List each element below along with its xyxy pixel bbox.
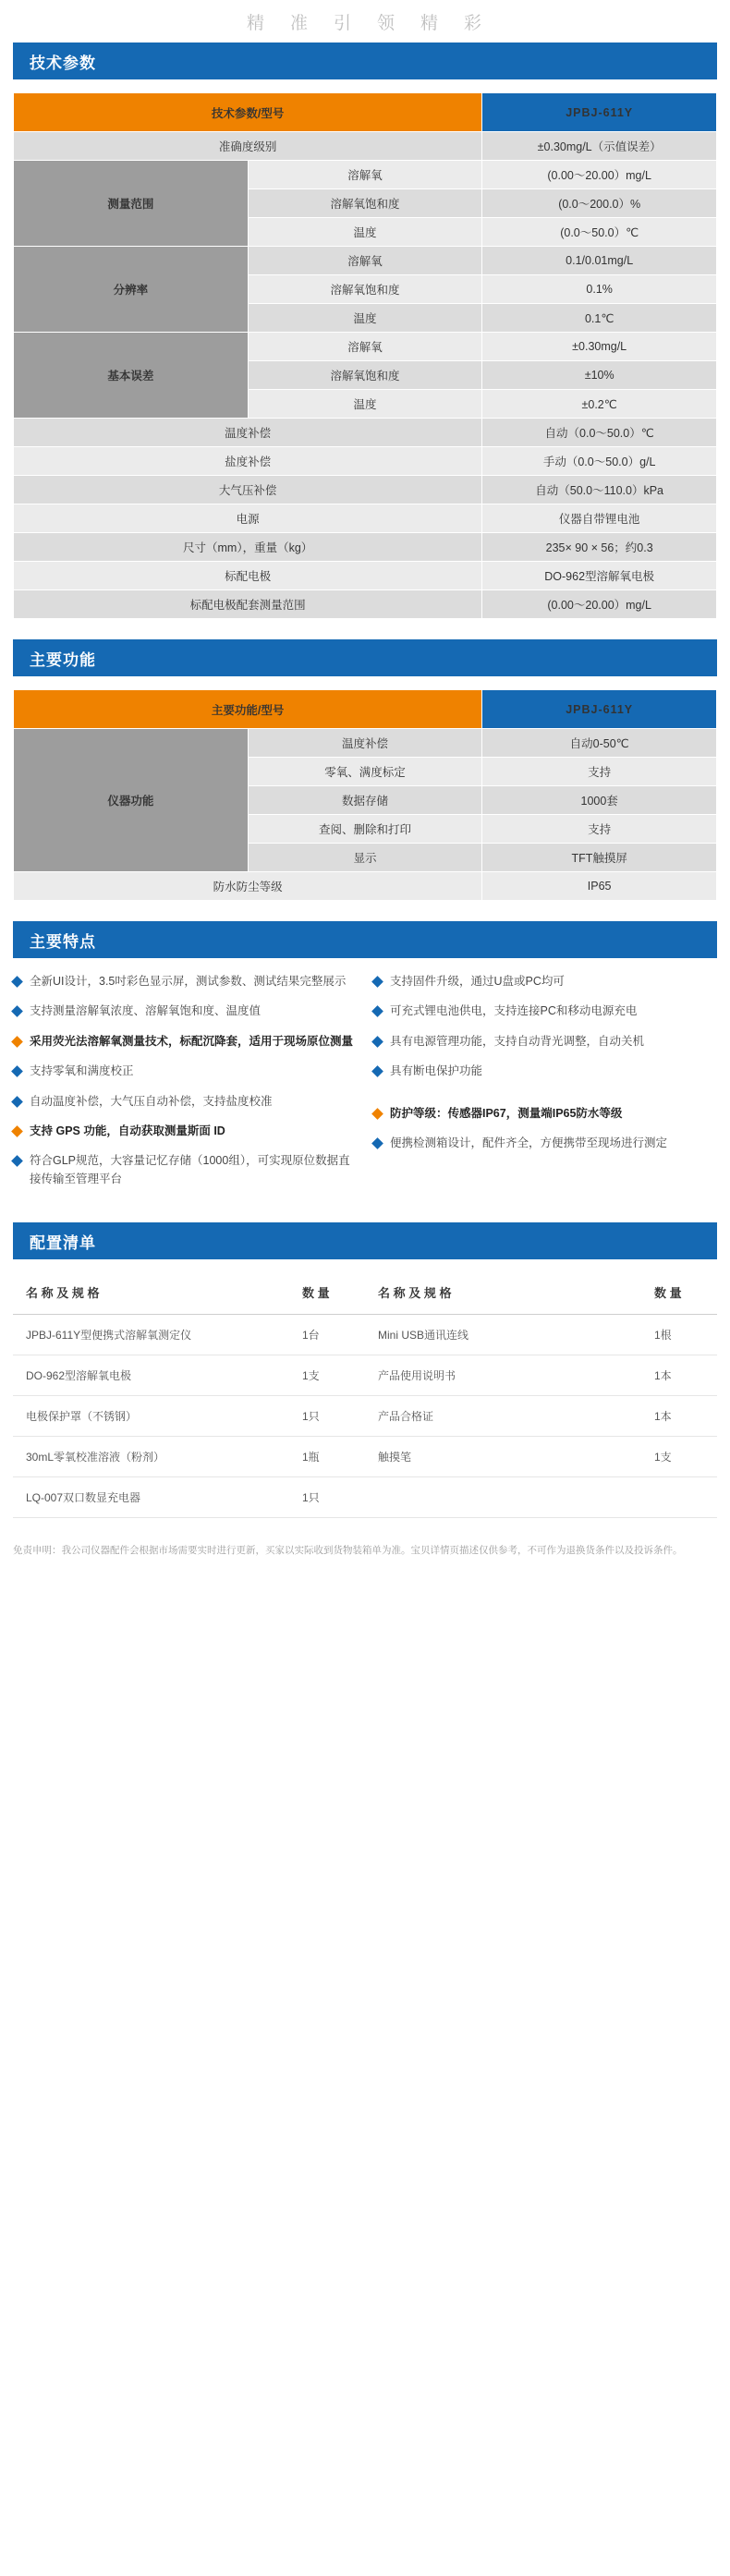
table-row	[14, 476, 717, 504]
row-label: 防水防尘等级	[14, 872, 482, 901]
diamond-bullet-icon	[11, 1096, 23, 1108]
row-value: DO-962型溶解氧电极	[482, 562, 717, 590]
diamond-bullet-icon	[371, 1065, 383, 1077]
diamond-bullet-icon	[11, 1065, 23, 1077]
table-row	[14, 872, 717, 901]
slogan-char: 精	[420, 13, 441, 33]
table-row	[13, 1355, 717, 1396]
row-value: 自动（50.0～110.0）kPa	[482, 476, 717, 504]
row-label: 盐度补偿	[14, 447, 482, 476]
config-col-qty-1: 数 量	[289, 1270, 365, 1315]
slogan-char: 彩	[464, 13, 484, 33]
feature-item	[13, 1002, 357, 1020]
feature-text: 支持零氧和满度校正	[30, 1064, 134, 1078]
row-value: 自动0-50℃	[482, 729, 717, 758]
func-header-left: 主要功能/型号	[14, 690, 482, 729]
feature-item	[373, 1002, 717, 1020]
config-item-name: DO-962型溶解氧电极	[13, 1355, 289, 1396]
table-row	[14, 729, 717, 758]
feature-item	[13, 1093, 357, 1111]
config-col-name-2: 名 称 及 规 格	[365, 1270, 641, 1315]
feature-text: 具有电源管理功能，支持自动背光调整，自动关机	[390, 1034, 645, 1048]
feature-text: 采用荧光法溶解氧测量技术，标配沉降套，适用于现场原位测量	[30, 1034, 354, 1048]
feature-item	[13, 1152, 357, 1188]
config-item-name: 产品合格证	[365, 1396, 641, 1437]
brand-slogan	[0, 0, 730, 43]
spec-table	[13, 92, 717, 619]
config-item-qty	[641, 1477, 717, 1518]
slogan-char: 准	[289, 13, 310, 33]
row-value: 手动（0.0～50.0）g/L	[482, 447, 717, 476]
feature-text: 全新UI设计，3.5吋彩色显示屏，测试参数、测试结果完整展示	[30, 975, 347, 988]
row-group-label: 分辨率	[14, 247, 249, 333]
config-item-qty: 1本	[641, 1396, 717, 1437]
row-value: 支持	[482, 815, 717, 844]
section-title-function: 主要功能	[13, 639, 717, 676]
table-row	[14, 590, 717, 619]
section-title-config: 配置清单	[13, 1222, 717, 1259]
row-label: 溶解氧饱和度	[248, 189, 482, 218]
diamond-bullet-icon	[371, 976, 383, 988]
row-value: 仪器自带锂电池	[482, 504, 717, 533]
config-item-name: 产品使用说明书	[365, 1355, 641, 1396]
table-header-row	[13, 1270, 717, 1315]
row-value: 自动（0.0～50.0）℃	[482, 419, 717, 447]
func-header-right: JPBJ-611Y	[482, 690, 717, 729]
diamond-bullet-icon	[371, 1036, 383, 1048]
slogan-char: 精	[246, 13, 266, 33]
diamond-bullet-icon	[11, 976, 23, 988]
row-label: 尺寸（mm），重量（kg）	[14, 533, 482, 562]
row-label: 准确度级别	[14, 132, 482, 161]
features-column-right	[373, 973, 717, 1200]
row-label: 温度补偿	[14, 419, 482, 447]
feature-item	[373, 973, 717, 990]
feature-text: 具有断电保护功能	[390, 1064, 483, 1078]
row-label: 溶解氧饱和度	[248, 275, 482, 304]
feature-text: 自动温度补偿，大气压自动补偿，支持盐度校准	[30, 1094, 273, 1108]
feature-item	[373, 1033, 717, 1051]
feature-text: 支持 GPS 功能，自动获取测量斯面 ID	[30, 1124, 225, 1137]
table-row	[14, 533, 717, 562]
table-header-row	[14, 690, 717, 729]
row-label: 零氧、满度标定	[248, 758, 482, 786]
table-row	[13, 1437, 717, 1477]
config-table	[13, 1270, 717, 1518]
diamond-bullet-icon	[11, 1125, 23, 1137]
row-value: 235× 90 × 56；约0.3	[482, 533, 717, 562]
table-row	[14, 333, 717, 361]
table-row	[14, 247, 717, 275]
spec-header-left: 技术参数/型号	[14, 93, 482, 132]
row-value: 0.1%	[482, 275, 717, 304]
config-item-name: 30mL零氧校准溶液（粉剂）	[13, 1437, 289, 1477]
config-col-name-1: 名 称 及 规 格	[13, 1270, 289, 1315]
table-row	[14, 419, 717, 447]
row-label: 标配电极	[14, 562, 482, 590]
row-label: 数据存储	[248, 786, 482, 815]
config-item-qty: 1台	[289, 1315, 365, 1355]
config-item-qty: 1本	[641, 1355, 717, 1396]
feature-text: 便携检测箱设计，配件齐全，方便携带至现场进行测定	[390, 1136, 668, 1149]
table-row	[13, 1477, 717, 1518]
row-value: 0.1℃	[482, 304, 717, 333]
section-title-spec: 技术参数	[13, 43, 717, 79]
row-value: (0.00～20.00）mg/L	[482, 590, 717, 619]
feature-item	[13, 1063, 357, 1080]
row-label: 显示	[248, 844, 482, 872]
table-row	[14, 562, 717, 590]
row-label: 溶解氧	[248, 161, 482, 189]
row-group-label: 仪器功能	[14, 729, 249, 872]
table-header-row	[14, 93, 717, 132]
feature-item	[373, 1063, 717, 1080]
config-item-name	[365, 1477, 641, 1518]
config-col-qty-2: 数 量	[641, 1270, 717, 1315]
table-row	[14, 504, 717, 533]
feature-text: 可充式锂电池供电，支持连接PC和移动电源充电	[390, 1004, 638, 1018]
row-value: (0.00～20.00）mg/L	[482, 161, 717, 189]
feature-item	[373, 1135, 717, 1152]
table-row	[13, 1396, 717, 1437]
config-item-name: 触摸笔	[365, 1437, 641, 1477]
table-row	[14, 447, 717, 476]
row-value: ±0.30mg/L（示值误差）	[482, 132, 717, 161]
diamond-bullet-icon	[371, 1137, 383, 1149]
config-item-name: Mini USB通讯连线	[365, 1315, 641, 1355]
row-label: 温度	[248, 304, 482, 333]
config-item-qty: 1支	[641, 1437, 717, 1477]
features-section	[13, 973, 717, 1200]
table-row	[14, 132, 717, 161]
row-value: ±0.2℃	[482, 390, 717, 419]
row-value: 0.1/0.01mg/L	[482, 247, 717, 275]
feature-item	[13, 1033, 357, 1051]
spec-header-right: JPBJ-611Y	[482, 93, 717, 132]
config-item-qty: 1只	[289, 1477, 365, 1518]
diamond-bullet-icon	[11, 1155, 23, 1167]
feature-text: 支持测量溶解氧浓度、溶解氧饱和度、温度值	[30, 1004, 262, 1018]
feature-item	[13, 973, 357, 990]
config-item-name: LQ-007双口数显充电器	[13, 1477, 289, 1518]
config-item-qty: 1根	[641, 1315, 717, 1355]
feature-item	[373, 1105, 717, 1123]
diamond-bullet-icon	[371, 1108, 383, 1120]
row-label: 标配电极配套测量范围	[14, 590, 482, 619]
table-row	[14, 161, 717, 189]
row-label: 温度	[248, 390, 482, 419]
row-value: IP65	[482, 872, 717, 901]
row-label: 查阅、删除和打印	[248, 815, 482, 844]
row-label: 电源	[14, 504, 482, 533]
feature-item	[13, 1123, 357, 1140]
feature-text: 支持固件升级，通过U盘或PC均可	[390, 975, 565, 988]
row-value: TFT触摸屏	[482, 844, 717, 872]
row-label: 大气压补偿	[14, 476, 482, 504]
feature-text: 符合GLP规范，大容量记忆存储（1000组），可实现原位数据直接传输至管理平台	[30, 1154, 350, 1185]
table-row	[13, 1315, 717, 1355]
diamond-bullet-icon	[11, 1006, 23, 1018]
function-table	[13, 689, 717, 901]
slogan-char: 领	[377, 13, 397, 33]
feature-text: 防护等级：传感器IP67，测量端IP65防水等级	[390, 1106, 623, 1120]
diamond-bullet-icon	[371, 1006, 383, 1018]
disclaimer-text: 免责申明：我公司仪器配件会根据市场需要实时进行更新，买家以实际收到货物装箱单为准。宝贝详情页描述仅供参考，不可作为退换货条件以及投诉条件。	[13, 1545, 683, 1556]
row-label: 温度补偿	[248, 729, 482, 758]
row-value: ±10%	[482, 361, 717, 390]
row-value: ±0.30mg/L	[482, 333, 717, 361]
row-value: (0.0～200.0）%	[482, 189, 717, 218]
row-group-label: 基本误差	[14, 333, 249, 419]
row-label: 溶解氧饱和度	[248, 361, 482, 390]
config-item-name: JPBJ-611Y型便携式溶解氧测定仪	[13, 1315, 289, 1355]
row-label: 温度	[248, 218, 482, 247]
row-group-label: 测量范围	[14, 161, 249, 247]
row-label: 溶解氧	[248, 247, 482, 275]
config-item-qty: 1瓶	[289, 1437, 365, 1477]
features-column-left	[13, 973, 357, 1200]
section-title-features: 主要特点	[13, 921, 717, 958]
row-label: 溶解氧	[248, 333, 482, 361]
row-value: (0.0～50.0）℃	[482, 218, 717, 247]
slogan-char: 引	[333, 13, 353, 33]
row-value: 1000套	[482, 786, 717, 815]
config-item-name: 电极保护罩（不锈钢）	[13, 1396, 289, 1437]
config-item-qty: 1只	[289, 1396, 365, 1437]
diamond-bullet-icon	[11, 1036, 23, 1048]
row-value: 支持	[482, 758, 717, 786]
config-item-qty: 1支	[289, 1355, 365, 1396]
